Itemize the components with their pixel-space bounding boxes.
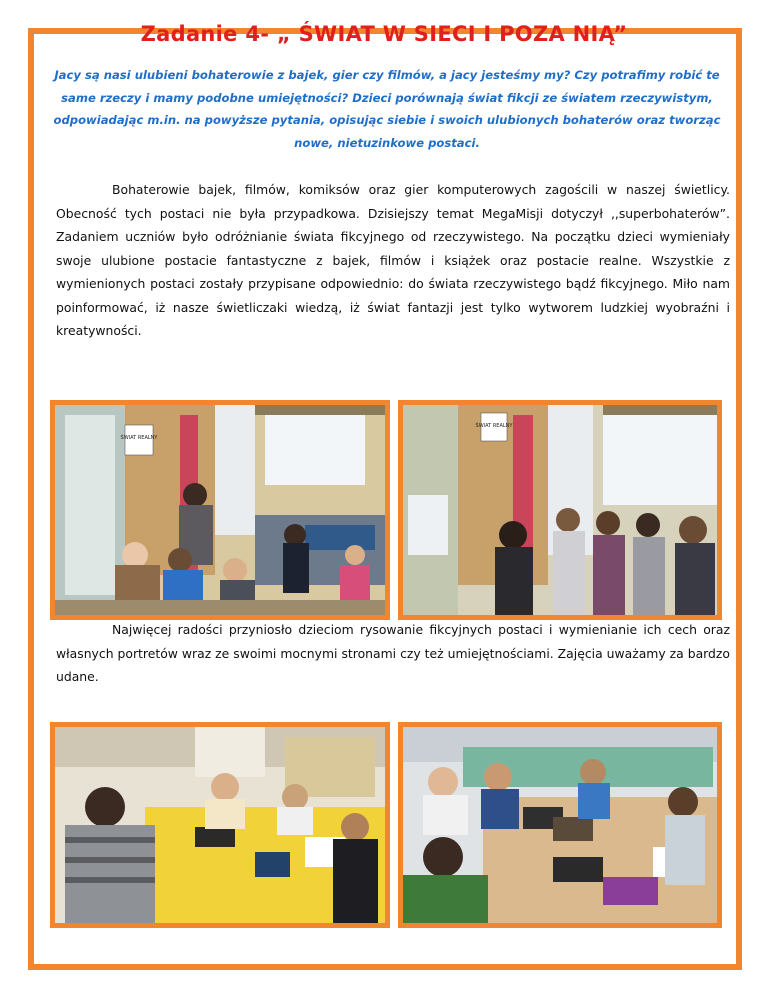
sign-card xyxy=(121,425,159,455)
sign-text-2: ŚWIAT REALNY xyxy=(475,423,513,429)
photo-wall-left xyxy=(50,400,390,620)
photo-table-left xyxy=(50,722,390,928)
page-title: Zadanie 4- „ ŚWIAT W SIECI I POZA NIĄ” xyxy=(140,22,628,46)
sign-text: ŚWIAT REALNY xyxy=(120,435,158,441)
photo-wall-right xyxy=(398,400,722,620)
intro-text: Jacy są nasi ulubieni bohaterowie z bajek, gier czy filmów, a jacy jesteśmy my? Czy potrafimy robić te same rzeczy i mamy podobne umiejętności? Dzieci porównają świat fikcji ze światem rzeczywistym, odpowiadając m.in. na powyższe pytania, opisując siebie i swoich ulubionych bohaterów oraz tworząc nowe, nietuzinkowe postaci. xyxy=(53,68,721,150)
photo-table-right xyxy=(398,722,722,928)
paragraph-1: Bohaterowie bajek, filmów, komiksów oraz gier komputerowych zagościli w naszej świetlicy. Obecność tych postaci nie była przypadkowa. Dzisiejszy temat MegaMisji dotyczył ,,superbohaterów”. Zadaniem uczniów było odróżnianie świata fikcyjnego od rzeczywistego. Na początku dzieci wymieniały swoje ulubione postacie fantastyczne z bajek, filmów i książek oraz postacie realne. Wszystkie z wymienionych postaci zostały przypisane odpowiednio: do świata rzeczywistego bądź fikcyjnego. Miło nam poinformować, iż nasze świetliczaki wiedzą, iż świat fantazji jest tylko wytworem ludzkiej wyobraźni i kreatywności. xyxy=(56,182,730,338)
paragraph-2: Najwięcej radości przyniosło dzieciom rysowanie fikcyjnych postaci i wymienianie ich cech oraz własnych portretów wraz ze swoimi mocnymi stronami czy też umiejętnościami. Zajęcia uważamy za bardzo udane. xyxy=(56,622,730,684)
